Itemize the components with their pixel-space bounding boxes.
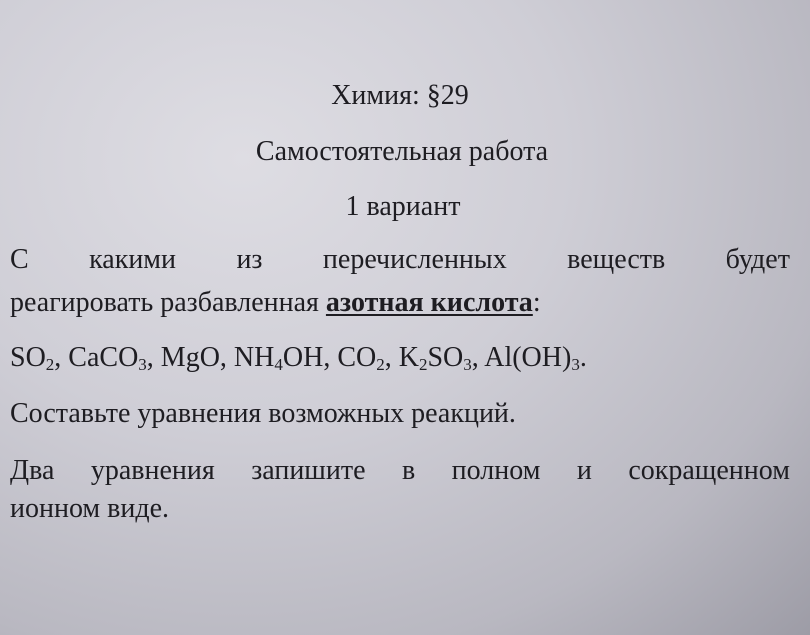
variant-label: 1 вариант xyxy=(345,191,461,222)
formula-subscript: 3 xyxy=(571,355,580,374)
formula-caco3 xyxy=(68,342,161,373)
formula-text: CO xyxy=(337,342,377,373)
formula-text: K xyxy=(398,342,419,373)
formula-subscript: 2 xyxy=(45,355,55,374)
question-word: какими xyxy=(89,244,177,275)
question-colon: : xyxy=(532,287,541,318)
instruction-word: сокращенном xyxy=(628,455,790,486)
question-line-1 xyxy=(10,240,790,280)
instruction-word: в xyxy=(401,455,416,486)
instruction-word: запишите xyxy=(251,455,366,486)
question-word: из xyxy=(236,244,263,275)
formula-text: SO xyxy=(10,342,46,373)
formula-text: CaCO xyxy=(68,342,139,373)
formula-text: OH, xyxy=(282,342,338,373)
formula-mgo: MgO, xyxy=(160,342,234,373)
question-word: веществ xyxy=(567,244,666,275)
formula-subscript: 2 xyxy=(376,355,385,374)
formula-separator: , xyxy=(54,342,69,373)
task-instruction: Составьте уравнения возможных реакций. xyxy=(10,398,516,429)
ionic-instruction-line-2: ионном виде. xyxy=(10,493,170,524)
formula-text: SO xyxy=(427,342,464,373)
instruction-word: и xyxy=(576,455,592,486)
formula-so2 xyxy=(10,342,68,373)
formula-separator: . xyxy=(579,342,587,373)
instruction-word: Два xyxy=(10,455,55,486)
formula-text: Al(OH) xyxy=(484,342,572,373)
page-title: Химия: §29 xyxy=(331,80,469,111)
question-prefix: реагировать разбавленная xyxy=(10,287,326,318)
question-word: С xyxy=(10,244,29,275)
formula-aloh3 xyxy=(484,342,587,373)
instruction-word: уравнения xyxy=(90,455,215,486)
formula-subscript: 3 xyxy=(463,355,472,374)
formula-separator: , xyxy=(384,342,399,373)
substance-list xyxy=(10,338,790,378)
question-word: перечисленных xyxy=(322,244,507,275)
question-word: будет xyxy=(725,244,790,275)
formula-nh4oh xyxy=(234,342,337,373)
ionic-instruction-line-1 xyxy=(10,451,790,491)
formula-subscript: 4 xyxy=(274,355,283,374)
instruction-word: полном xyxy=(451,455,541,486)
work-type-heading: Самостоятельная работа xyxy=(255,136,549,167)
formula-co2 xyxy=(337,342,398,373)
question-line-2 xyxy=(10,283,790,323)
formula-subscript: 2 xyxy=(418,355,428,374)
nitric-acid-highlight: азотная кислота xyxy=(325,287,533,318)
formula-text: NH xyxy=(233,342,275,373)
formula-subscript: 3 xyxy=(138,355,147,374)
formula-separator: , xyxy=(471,342,485,373)
formula-k2so3 xyxy=(399,342,485,373)
formula-separator: , xyxy=(146,342,161,373)
